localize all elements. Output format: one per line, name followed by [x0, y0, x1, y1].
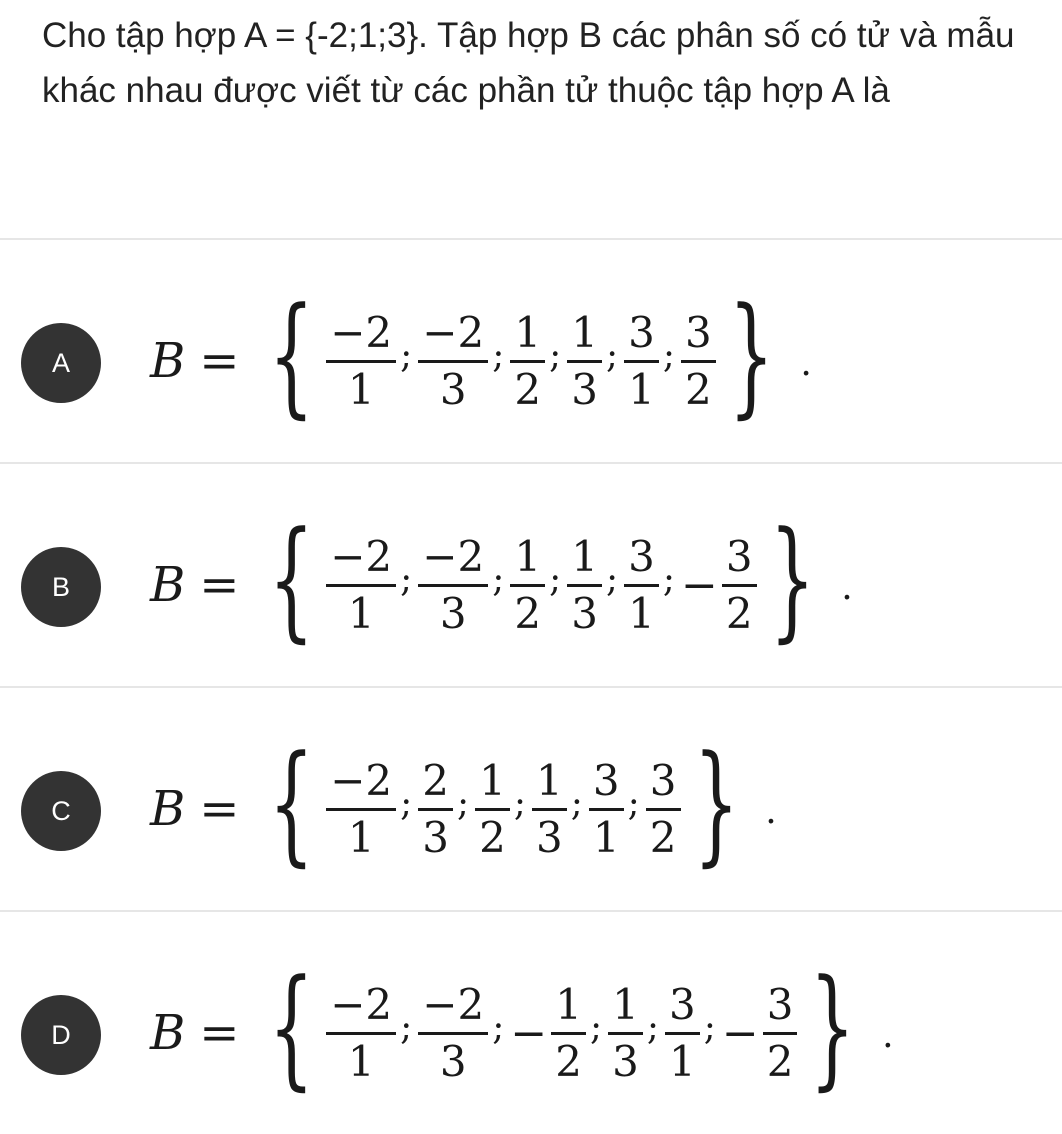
- fraction-item: [326, 755, 418, 862]
- separator: ;: [400, 558, 413, 600]
- fraction-item: [624, 531, 681, 638]
- denominator: 2: [555, 1036, 582, 1086]
- fraction-item: [681, 307, 716, 414]
- separator: ;: [549, 558, 562, 600]
- fraction-list: [326, 307, 715, 414]
- denominator: 3: [439, 588, 467, 638]
- separator: ;: [400, 1006, 413, 1048]
- denominator: 2: [479, 812, 506, 862]
- denominator: 1: [592, 812, 620, 862]
- close-brace: }: [728, 279, 774, 431]
- separator: ;: [457, 782, 470, 824]
- fraction: [624, 307, 659, 414]
- fraction: [608, 979, 643, 1086]
- numerator: 1: [510, 536, 545, 587]
- question-text: Cho tập hợp A = {-2;1;3}. Tập hợp B các phân số có tử và mẫu khác nhau được viết từ các phần tử thuộc tập hợp A là: [42, 16, 1015, 110]
- set-variable: B: [150, 781, 186, 837]
- denominator: 2: [514, 588, 542, 638]
- option-d[interactable]: [0, 912, 1062, 1134]
- set-variable: B: [150, 333, 186, 389]
- close-brace: }: [769, 503, 815, 655]
- fraction: [763, 979, 798, 1086]
- fraction-list: [326, 979, 797, 1086]
- numerator: 3: [624, 312, 659, 363]
- fraction: [646, 755, 681, 862]
- separator: ;: [589, 1006, 603, 1048]
- fraction: [551, 979, 586, 1086]
- separator: ;: [703, 1006, 716, 1048]
- numerator: 1: [567, 536, 602, 587]
- numerator: 3: [722, 536, 757, 587]
- fraction-item: [418, 755, 475, 862]
- separator: ;: [570, 782, 583, 824]
- numerator: 3: [624, 536, 659, 587]
- fraction: [722, 531, 757, 638]
- equals-sign: =: [199, 1005, 240, 1061]
- option-formula: [150, 951, 894, 1108]
- denominator: 2: [725, 588, 753, 638]
- separator: ;: [662, 558, 675, 600]
- fraction-item: [567, 531, 624, 638]
- numerator: −2: [418, 984, 488, 1035]
- fraction-list: [326, 531, 756, 638]
- fraction: [681, 307, 716, 414]
- fraction: [510, 307, 545, 414]
- fraction: [567, 531, 602, 638]
- equals-sign: =: [199, 557, 240, 613]
- numerator: 1: [608, 984, 643, 1035]
- denominator: 3: [612, 1036, 639, 1086]
- minus-sign: −: [721, 1007, 759, 1059]
- separator: ;: [662, 334, 675, 376]
- denominator: 1: [668, 1036, 696, 1086]
- separator: ;: [492, 558, 505, 600]
- denominator: 1: [628, 588, 655, 638]
- fraction: [326, 755, 396, 862]
- numerator: −2: [326, 760, 396, 811]
- set-variable: B: [150, 557, 186, 613]
- fraction-item: [510, 979, 608, 1086]
- option-b[interactable]: [0, 464, 1062, 686]
- fraction: [624, 531, 659, 638]
- fraction-item: [326, 531, 418, 638]
- fraction-item: [665, 979, 722, 1086]
- denominator: 3: [422, 812, 450, 862]
- numerator: −2: [326, 536, 396, 587]
- open-brace: {: [268, 727, 314, 879]
- fraction-item: [608, 979, 665, 1086]
- minus-sign: −: [680, 559, 718, 611]
- equals-sign: =: [199, 781, 240, 837]
- fraction: [418, 307, 488, 414]
- separator: ;: [492, 1006, 505, 1048]
- close-brace: }: [810, 951, 856, 1103]
- period: .: [882, 1014, 894, 1056]
- numerator: −2: [418, 536, 488, 587]
- fraction: [567, 307, 602, 414]
- open-brace: {: [268, 503, 314, 655]
- fraction-item: [680, 531, 757, 638]
- fraction: [510, 531, 545, 638]
- fraction-item: [589, 755, 646, 862]
- denominator: 1: [347, 588, 375, 638]
- fraction-item: [646, 755, 681, 862]
- option-formula: [150, 279, 812, 436]
- numerator: 1: [532, 760, 567, 811]
- denominator: 2: [514, 364, 542, 414]
- option-formula: [150, 503, 853, 660]
- separator: ;: [400, 782, 413, 824]
- option-letter-badge[interactable]: B: [21, 547, 101, 627]
- denominator: 2: [766, 1036, 794, 1086]
- numerator: 3: [665, 984, 700, 1035]
- numerator: 1: [567, 312, 602, 363]
- fraction-list: [326, 755, 680, 862]
- equals-sign: =: [199, 333, 240, 389]
- open-brace: {: [268, 279, 314, 431]
- denominator: 1: [347, 812, 375, 862]
- denominator: 2: [649, 812, 677, 862]
- option-c[interactable]: [0, 688, 1062, 910]
- denominator: 1: [347, 364, 375, 414]
- fraction-item: [532, 755, 589, 862]
- denominator: 3: [571, 364, 598, 414]
- fraction: [475, 755, 510, 862]
- separator: ;: [549, 334, 562, 376]
- fraction-item: [475, 755, 532, 862]
- fraction: [418, 979, 488, 1086]
- fraction: [418, 531, 488, 638]
- numerator: −2: [418, 312, 488, 363]
- option-a[interactable]: [0, 240, 1062, 462]
- fraction-item: [326, 307, 418, 414]
- option-letter-badge[interactable]: A: [21, 323, 101, 403]
- numerator: −2: [326, 984, 396, 1035]
- fraction: [532, 755, 567, 862]
- separator: ;: [646, 1006, 659, 1048]
- fraction: [326, 979, 396, 1086]
- close-brace: }: [693, 727, 739, 879]
- option-letter-badge[interactable]: C: [21, 771, 101, 851]
- fraction-item: [624, 307, 681, 414]
- period: .: [765, 790, 777, 832]
- fraction: [326, 531, 396, 638]
- fraction: [665, 979, 700, 1086]
- denominator: 3: [536, 812, 563, 862]
- fraction-item: [418, 531, 510, 638]
- minus-sign: −: [510, 1007, 548, 1059]
- separator: ;: [605, 558, 619, 600]
- fraction: [418, 755, 453, 862]
- denominator: 3: [439, 1036, 467, 1086]
- period: .: [800, 342, 812, 384]
- separator: ;: [400, 334, 413, 376]
- option-formula: [150, 727, 777, 884]
- numerator: 3: [763, 984, 798, 1035]
- denominator: 2: [684, 364, 712, 414]
- fraction-item: [418, 307, 510, 414]
- fraction: [589, 755, 624, 862]
- period: .: [841, 566, 853, 608]
- numerator: −2: [326, 312, 396, 363]
- fraction-item: [418, 979, 510, 1086]
- separator: ;: [513, 782, 527, 824]
- separator: ;: [605, 334, 619, 376]
- separator: ;: [627, 782, 640, 824]
- fraction-item: [326, 979, 418, 1086]
- numerator: 3: [589, 760, 624, 811]
- denominator: 3: [439, 364, 467, 414]
- denominator: 3: [571, 588, 598, 638]
- numerator: 3: [681, 312, 716, 363]
- open-brace: {: [268, 951, 314, 1103]
- fraction-item: [510, 531, 567, 638]
- numerator: 2: [418, 760, 453, 811]
- denominator: 1: [347, 1036, 375, 1086]
- fraction-item: [510, 307, 567, 414]
- separator: ;: [492, 334, 505, 376]
- set-variable: B: [150, 1005, 186, 1061]
- numerator: 3: [646, 760, 681, 811]
- fraction: [326, 307, 396, 414]
- denominator: 1: [628, 364, 655, 414]
- option-letter-badge[interactable]: D: [21, 995, 101, 1075]
- fraction-item: [721, 979, 798, 1086]
- fraction-item: [567, 307, 624, 414]
- numerator: 1: [475, 760, 510, 811]
- numerator: 1: [510, 312, 545, 363]
- numerator: 1: [551, 984, 586, 1035]
